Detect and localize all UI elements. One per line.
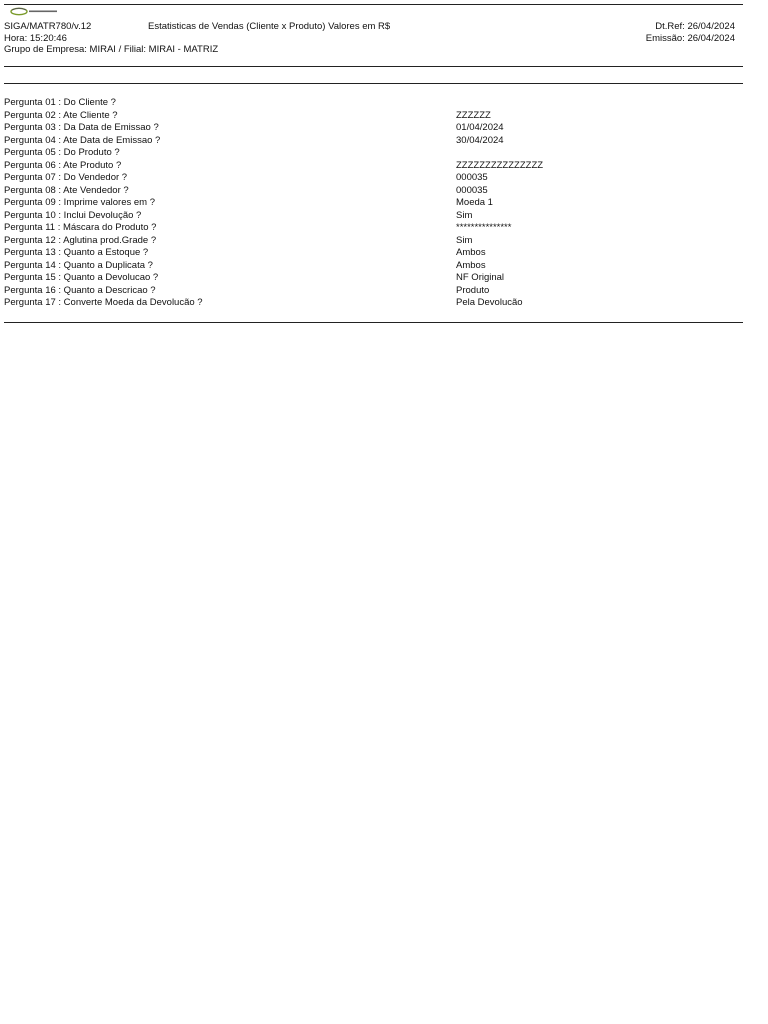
reference-date: Dt.Ref: 26/04/2024 bbox=[655, 21, 735, 32]
parameter-row bbox=[4, 247, 744, 260]
parameter-row bbox=[4, 110, 744, 123]
report-title: Estatisticas de Vendas (Cliente x Produto) Valores em R$ bbox=[148, 21, 391, 32]
parameter-list bbox=[4, 97, 744, 310]
parameter-row bbox=[4, 197, 744, 210]
parameter-row bbox=[4, 135, 744, 148]
emission-date: Emissão: 26/04/2024 bbox=[645, 33, 735, 44]
parameter-label: Pergunta 11 : Máscara do Produto ? bbox=[4, 222, 157, 233]
parameter-label: Pergunta 02 : Ate Cliente ? bbox=[4, 109, 118, 121]
parameter-row bbox=[4, 272, 744, 285]
parameter-value: Pela Devolucão bbox=[456, 297, 523, 308]
parameter-row bbox=[4, 222, 744, 235]
parameter-value: ZZZZZZZZZZZZZZZ bbox=[456, 159, 544, 171]
parameter-label: Pergunta 14 : Quanto a Duplicata ? bbox=[4, 259, 153, 271]
parameter-row bbox=[4, 235, 744, 248]
parameter-label: Pergunta 12 : Aglutina prod.Grade ? bbox=[4, 234, 157, 246]
parameter-value: Ambos bbox=[456, 259, 486, 271]
section-rule bbox=[4, 83, 743, 84]
parameter-value: NF Original bbox=[456, 272, 505, 283]
parameter-row bbox=[4, 172, 744, 185]
parameter-value: Moeda 1 bbox=[456, 197, 493, 208]
bottom-rule bbox=[4, 322, 743, 323]
parameter-value: Produto bbox=[456, 284, 490, 296]
parameter-row bbox=[4, 210, 744, 223]
parameter-label: Pergunta 03 : Da Data de Emissao ? bbox=[4, 122, 159, 133]
parameter-row bbox=[4, 97, 744, 110]
parameter-label: Pergunta 15 : Quanto a Devolucao ? bbox=[4, 272, 159, 283]
print-time: Hora: 15:20:46 bbox=[4, 33, 67, 44]
parameter-label: Pergunta 06 : Ate Produto ? bbox=[4, 159, 122, 171]
parameter-row bbox=[4, 147, 744, 160]
parameter-row bbox=[4, 122, 744, 135]
parameter-label: Pergunta 13 : Quanto a Estoque ? bbox=[4, 247, 149, 258]
parameter-label: Pergunta 01 : Do Cliente ? bbox=[4, 97, 116, 108]
parameter-label: Pergunta 16 : Quanto a Descricao ? bbox=[4, 284, 156, 296]
top-rule bbox=[4, 4, 743, 5]
parameter-label: Pergunta 09 : Imprime valores em ? bbox=[4, 197, 156, 208]
parameter-label: Pergunta 08 : Ate Vendedor ? bbox=[4, 184, 129, 196]
program-code: SIGA/MATR780/v.12 bbox=[4, 21, 92, 32]
parameter-row bbox=[4, 260, 744, 273]
parameter-label: Pergunta 05 : Do Produto ? bbox=[4, 147, 120, 158]
header-rule bbox=[4, 66, 743, 67]
parameter-label: Pergunta 10 : Inclui Devolução ? bbox=[4, 209, 142, 221]
company-logo-icon bbox=[10, 6, 60, 16]
parameter-value: Sim bbox=[456, 209, 473, 221]
parameter-row bbox=[4, 160, 744, 173]
company-group: Grupo de Empresa: MIRAI / Filial: MIRAI - MATRIZ bbox=[4, 44, 219, 55]
parameter-value: ZZZZZZ bbox=[456, 109, 491, 121]
parameter-value: Ambos bbox=[456, 247, 486, 258]
parameter-value: 01/04/2024 bbox=[456, 122, 504, 133]
parameter-value: 000035 bbox=[456, 184, 488, 196]
parameter-label: Pergunta 17 : Converte Moeda da Devolucão ? bbox=[4, 297, 203, 308]
parameter-row bbox=[4, 297, 744, 310]
parameter-value: *************** bbox=[456, 222, 512, 233]
parameter-row bbox=[4, 285, 744, 298]
parameter-row bbox=[4, 185, 744, 198]
parameter-value: Sim bbox=[456, 234, 473, 246]
parameter-value: 000035 bbox=[456, 172, 488, 183]
parameter-value: 30/04/2024 bbox=[456, 134, 504, 146]
parameter-label: Pergunta 07 : Do Vendedor ? bbox=[4, 172, 128, 183]
parameter-label: Pergunta 04 : Ate Data de Emissao ? bbox=[4, 134, 161, 146]
